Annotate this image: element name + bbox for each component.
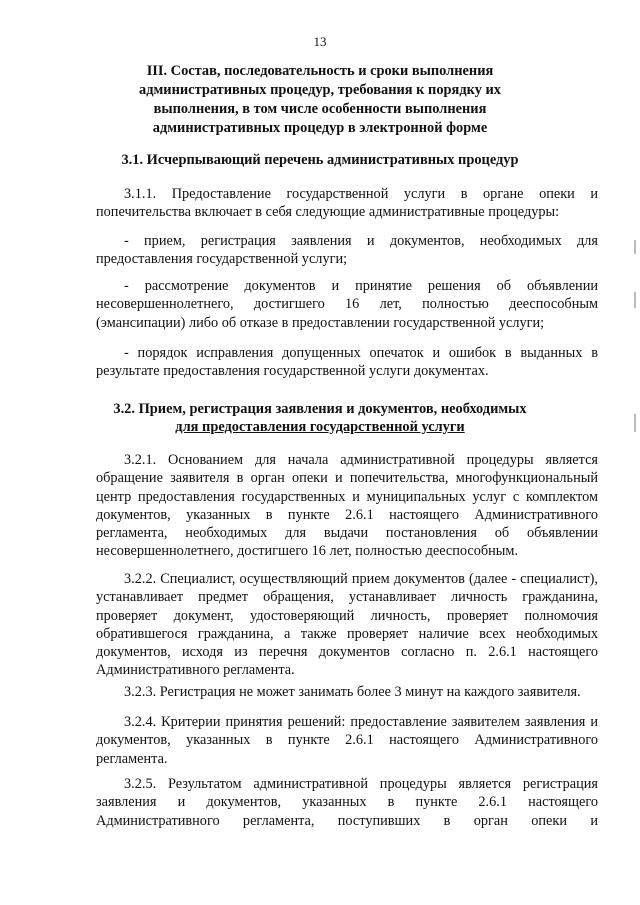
subsection-heading-line: 3.2. Прием, регистрация заявления и документов, необходимых [113, 401, 527, 417]
section-heading [100, 62, 540, 138]
section-heading-line: выполнения, в том числе особенности выполнения [153, 101, 487, 117]
paragraph-3-2-1: 3.2.1. Основанием для начала административной процедуры является обращение заявителя в орган опеки и попечительства, многофункциональный центр предоставления государственных и муниципальных услуг с комплектом документов, указанных в пункте 2.6.1 настоящего Административного регламента, необходимых для выдачи постановления об объявлении несовершеннолетнего, достигшего 16 лет, полностью дееспособным. [96, 452, 598, 560]
section-heading-line: административных процедур в электронной форме [152, 120, 488, 136]
paragraph-3-2-3: 3.2.3. Регистрация не может занимать более 3 минут на каждого заявителя. [124, 684, 581, 700]
subsection-heading-line: для предоставления государственной услуги [175, 419, 465, 435]
list-item-review: - рассмотрение документов и принятие решения об объявлении несовершеннолетнего, достигшего 16 лет, полностью дееспособным (эмансипации) либо об отказе в предоставлении государственной услуги; [96, 278, 598, 331]
list-item-reception: - прием, регистрация заявления и документов, необходимых для предоставления государственной услуги; [96, 233, 598, 268]
paragraph-3-1-1: 3.1.1. Предоставление государственной услуги в органе опеки и попечительства включает в себя следующие административные процедуры: [96, 186, 598, 221]
section-heading-line: III. Состав, последовательность и сроки выполнения [146, 63, 494, 79]
scan-margin-mark [634, 292, 636, 308]
scan-margin-mark [634, 240, 636, 254]
page-number: 13 [313, 34, 327, 49]
scan-margin-mark [634, 414, 636, 432]
list-item-corrections: - порядок исправления допущенных опечаток и ошибок в выданных в результате предоставления государственной услуги документах. [96, 345, 598, 380]
section-heading-line: административных процедур, требования к порядку их [139, 82, 501, 98]
paragraph-3-2-4: 3.2.4. Критерии принятия решений: предоставление заявителем заявления и документов, указанных в пункте 2.6.1 настоящего Административного регламента. [96, 714, 598, 767]
paragraph-3-2-2: 3.2.2. Специалист, осуществляющий прием документов (далее - специалист), устанавливает предмет обращения, устанавливает личность гражданина, проверяет документ, удостоверяющий личность, проверяет полномочия обратившегося гражданина, а также проверяет наличие всех необходимых документов, исходя из перечня документов согласно п. 2.6.1 настоящего Административного регламента. [96, 571, 598, 679]
subsection-heading-3-1: 3.1. Исчерпывающий перечень административных процедур [121, 152, 519, 168]
subsection-heading-3-2 [90, 400, 550, 436]
paragraph-3-2-5: 3.2.5. Результатом административной процедуры является регистрация заявления и документов, указанных в пункте 2.6.1 настоящего Административного регламента, поступивших в орган опеки и [96, 776, 598, 829]
